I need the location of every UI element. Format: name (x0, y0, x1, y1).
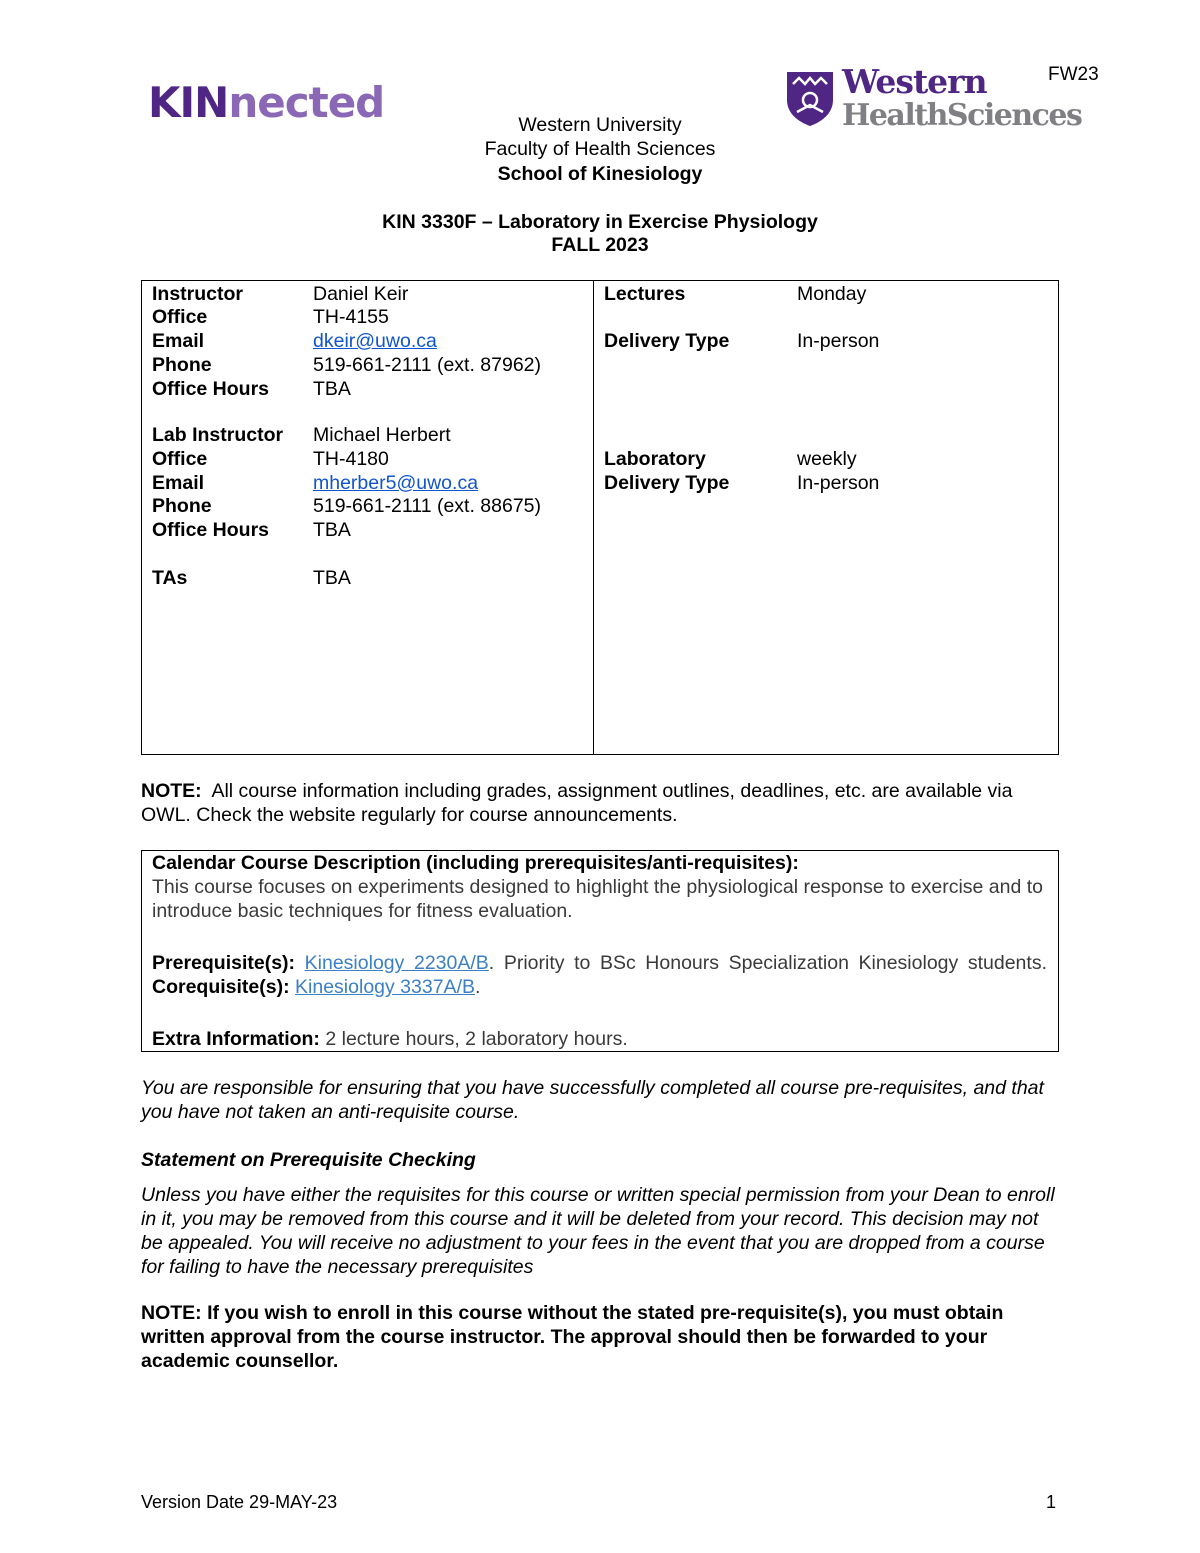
lab-instructor-office-hours: TBA (313, 519, 351, 541)
extra-information-text: 2 lecture hours, 2 laboratory hours. (325, 1028, 628, 1050)
lectures-label: Lectures (604, 283, 686, 305)
kinnected-logo-part2: nected (228, 78, 385, 127)
lab-delivery-label: Delivery Type (604, 472, 730, 494)
owl-note (141, 779, 1061, 827)
lectures-value: Monday (797, 283, 867, 305)
logo-health-sciences-text: HealthSciences (842, 98, 1082, 133)
office-label: Office (152, 306, 208, 328)
tas-label: TAs (152, 567, 188, 589)
course-title: KIN 3330F – Laboratory in Exercise Physiology (382, 211, 818, 233)
lab-instructor-name: Michael Herbert (313, 424, 451, 446)
lab-instructor-phone: 519-661-2111 (ext. 88675) (313, 495, 542, 517)
extra-information-label: Extra Information: (152, 1028, 320, 1050)
prerequisite-text: . Priority to BSc Honours Specialization Kinesiology students. (488, 952, 1047, 974)
extra-information-line (152, 1027, 1047, 1051)
note-label: NOTE: (141, 780, 202, 802)
instructor-name: Daniel Keir (313, 283, 409, 305)
laboratory-label: Laboratory (604, 448, 706, 470)
course-info-table (141, 280, 1059, 755)
lab-delivery-value: In-person (797, 472, 880, 494)
laboratory-value: weekly (797, 448, 857, 470)
description-text: This course focuses on experiments designed to highlight the physiological response to exercise and to introduce basic techniques for fitness evaluation. (152, 876, 1044, 922)
corequisite-label: Corequisite(s): (152, 976, 290, 998)
phone-label: Phone (152, 354, 212, 376)
instructor-label: Instructor (152, 283, 244, 305)
description-heading: Calendar Course Description (including prerequisites/anti-requisites): (152, 852, 799, 874)
responsibility-statement: You are responsible for ensuring that you have successfully completed all course pre-requisites, and that you have not taken an anti-requisite course. (141, 1077, 1044, 1123)
kinnected-logo-part1: KIN (148, 78, 229, 127)
version-date: Version Date 29-MAY-23 (141, 1492, 338, 1512)
instructor-office-hours: TBA (313, 378, 351, 400)
lab-phone-label: Phone (152, 495, 212, 517)
corequisite-end: . (475, 976, 481, 998)
school-name: School of Kinesiology (497, 163, 703, 185)
lecture-delivery-label: Delivery Type (604, 330, 730, 352)
lab-instructor-email-link[interactable]: mherber5@uwo.ca (313, 472, 479, 494)
lab-instructor-label: Lab Instructor (152, 424, 284, 446)
page-number: 1 (1046, 1492, 1057, 1512)
course-description-box (141, 850, 1059, 1052)
course-term: FALL 2023 (551, 234, 649, 256)
instructor-phone: 519-661-2111 (ext. 87962) (313, 354, 542, 376)
prerequisite-line (152, 951, 1047, 999)
tas-value: TBA (313, 567, 351, 589)
enrollment-note: NOTE: If you wish to enroll in this course without the stated pre-requisite(s), you must obtain written approval from the course instructor. The approval should then be forwarded to your academic counsellor. (141, 1302, 1004, 1372)
instructor-office: TH-4155 (313, 306, 389, 328)
note-text: All course information including grades, assignment outlines, deadlines, etc. are available via OWL. Check the website regularly for course announcements. (141, 780, 1013, 826)
email-label: Email (152, 330, 205, 352)
faculty-name: Faculty of Health Sciences (484, 138, 716, 160)
corequisite-link[interactable]: Kinesiology 3337A/B (295, 976, 475, 998)
lab-email-label: Email (152, 472, 205, 494)
lecture-delivery-value: In-person (797, 330, 880, 352)
office-hours-label: Office Hours (152, 378, 270, 400)
lab-instructor-office: TH-4180 (313, 448, 389, 470)
term-code: FW23 (1048, 64, 1099, 85)
lab-office-hours-label: Office Hours (152, 519, 270, 541)
prerequisite-checking-heading: Statement on Prerequisite Checking (141, 1149, 476, 1171)
university-name: Western University (518, 114, 682, 136)
logo-western-text: Western (842, 62, 987, 101)
instructor-email-link[interactable]: dkeir@uwo.ca (313, 330, 437, 352)
table-divider (593, 280, 594, 755)
prerequisite-checking-text: Unless you have either the requisites for this course or written special permission from your Dean to enroll in it, you may be removed from this course and it will be deleted from your record. This decision may not be appealed. You will receive no adjustment to your fees in the event that you are dropped from a course for failing to have the necessary prerequisites (141, 1184, 1055, 1278)
lab-office-label: Office (152, 448, 208, 470)
prerequisite-label: Prerequisite(s): (152, 952, 296, 974)
prerequisite-link[interactable]: Kinesiology 2230A/B (304, 952, 489, 974)
